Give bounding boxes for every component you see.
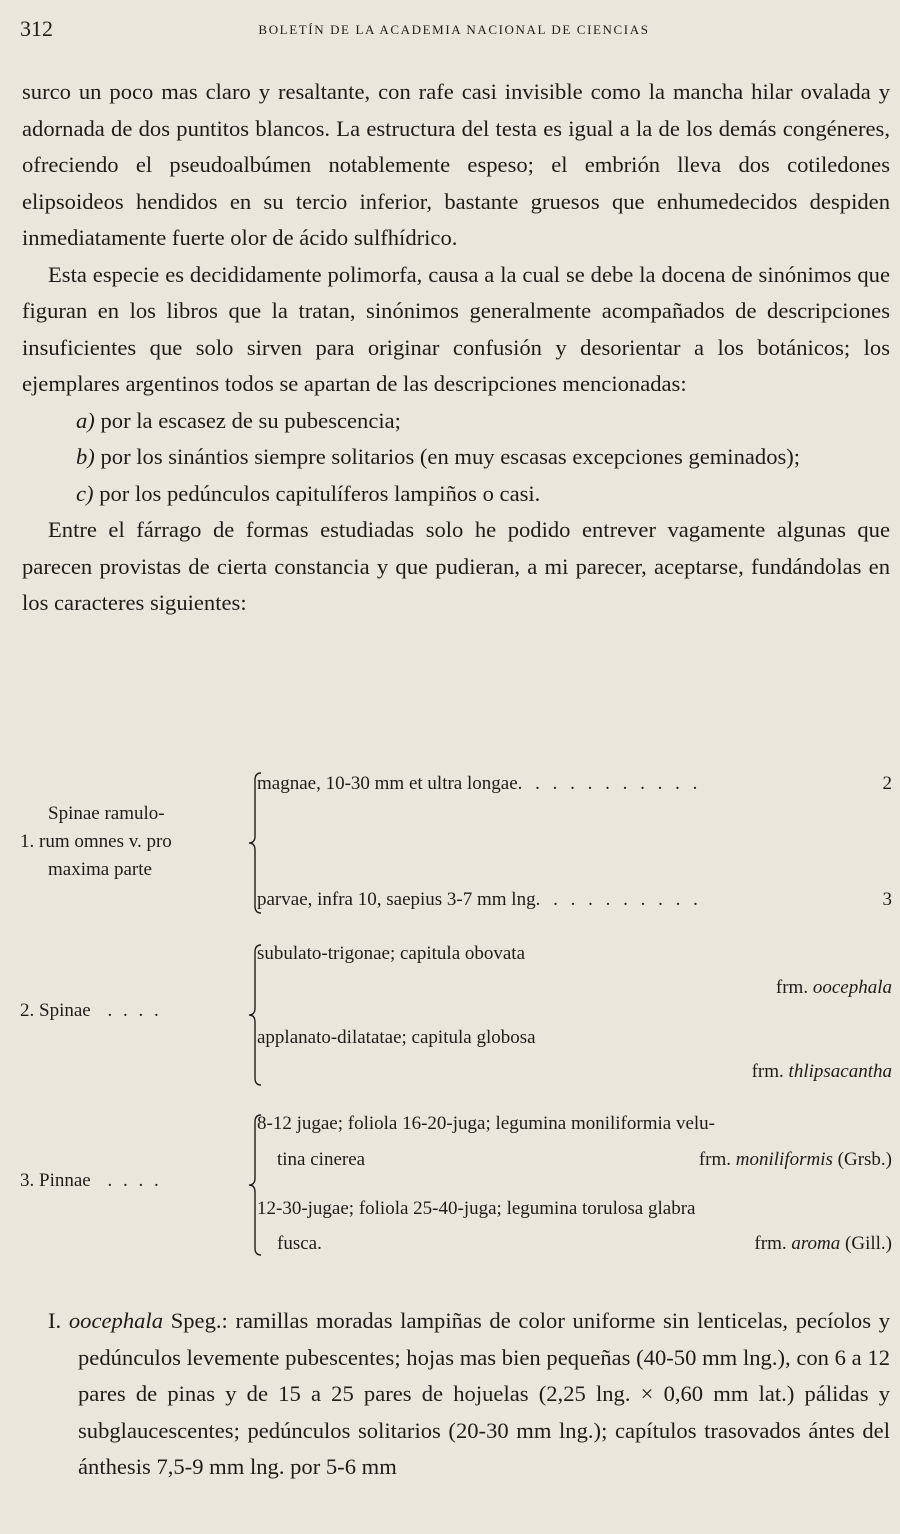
page-number: 312 — [20, 16, 53, 41]
key-1-lead-b — [257, 886, 892, 914]
key-2b-name: thlipsacantha — [788, 1061, 892, 1082]
key-3a-name: moniliformis — [735, 1149, 833, 1170]
key-3a-frm: frm. — [698, 1149, 732, 1170]
paragraph-1: surco un poco mas claro y resaltante, con rafe casi invisible como la mancha hilar ovalada y adornada de dos puntitos blancos. La estructura del testa es igual a la de los demás congéneres, ofreciendo el pseudoalbúmen notablemente espeso; el embrión lleva dos cotiledones elipsoideos hendidos en su tercio inferior, bastante gruesos que enhumedecidos despiden inmediatamente fuerte olor de ácido sulfhídrico. — [22, 79, 890, 250]
description-text: ramillas moradas lampiñas de color uniforme sin lenticelas, pecíolos y pedúnculos levemente pubescentes; hojas mas bien pequeñas (40-50 mm lng.), con 6 a 12 pares de pinas y de 15 a 25 pares de hojuelas (2,25 lng. × 0,60 mm lat.) pálidas y subglaucescentes; pedúnculos solitarios (20-30 mm lng.); capítulos trasovados ántes del ánthesis 7,5-9 mm lng. por 5-6 mm — [78, 1308, 890, 1479]
running-title: BOLETÍN DE LA ACADEMIA NACIONAL DE CIENCIAS — [258, 22, 650, 37]
key-3b-frm: frm. — [754, 1233, 787, 1254]
list-label-a: a) — [76, 407, 95, 433]
key-1-label-line-1: Spinae ramulo- — [48, 803, 165, 824]
key-1a-dots: . . . . . . . . . . . — [517, 773, 702, 794]
key-3a-result — [699, 1146, 892, 1174]
key-3-label — [20, 1167, 162, 1195]
key-2-lead-b-result — [257, 1058, 892, 1086]
key-3b-author: (Gill.) — [845, 1233, 892, 1254]
paragraph-2: Esta especie es decididamente polimorfa, causa a la cual se debe la docena de sinónimos que figuran en los libros que la tratan, sinónimos generalmente acompañados de descripciones insuficientes que solo sirven para originar confusión y desorientar a los botánicos; los ejemplares argentinos todos se apartan de las descripciones mencionadas: — [22, 261, 890, 396]
key-2a-text: subulato-trigonae; capitula obovata — [257, 943, 526, 964]
key-2a-frm: frm. — [775, 977, 809, 998]
key-1b-dots: . . . . . . . . . . — [535, 889, 702, 910]
key-1-label-line-2: 1. rum omnes v. pro — [20, 831, 172, 852]
key-2-label-text: 2. Spinae — [20, 1000, 91, 1021]
page-header — [20, 16, 888, 46]
key-2-label — [20, 997, 162, 1025]
key-3-label-dots: . . . . — [107, 1170, 162, 1191]
list-item-b — [22, 439, 890, 476]
key-2b-text: applanato-dilatatae; capitula globosa — [257, 1027, 536, 1048]
key-3-label-text: 3. Pinnae — [20, 1170, 91, 1191]
list-text-b: por los sinántios siempre solitarios (en muy escasas excepciones geminados); — [94, 444, 801, 469]
key-3b-line-1: 12-30-jugae; foliola 25-40-juga; legumina torulosa glabra — [257, 1198, 696, 1219]
key-3-lead-a-line-2 — [257, 1146, 892, 1174]
key-2-label-dots: . . . . — [107, 1000, 162, 1021]
body-text — [22, 74, 890, 622]
key-3-lead-b-line-2 — [257, 1230, 892, 1258]
key-1a-ref: 2 — [882, 773, 892, 794]
key-3a-line-1: 8-12 jugae; foliola 16-20-juga; legumina moniliformia velu- — [257, 1113, 715, 1134]
key-1b-ref: 3 — [882, 889, 892, 910]
paragraph-3: Entre el fárrago de formas estudiadas solo he podido entrever vagamente algunas que parecen provistas de cierta constancia y que pudieran, a mi parecer, aceptarse, fundándolas en los caracteres siguientes: — [22, 517, 890, 615]
list-label-c: c) — [76, 480, 94, 506]
key-2a-name: oocephala — [812, 977, 892, 998]
key-1a-text: magnae, 10-30 mm et ultra longae — [257, 773, 518, 794]
key-1-label — [20, 800, 230, 884]
key-couplet-1 — [20, 770, 892, 920]
key-couplet-3 — [20, 1110, 892, 1260]
key-1-label-line-3: maxima parte — [48, 859, 152, 880]
key-1b-text: parvae, infra 10, saepius 3-7 mm lng — [257, 889, 536, 910]
key-3b-result — [754, 1230, 892, 1258]
list-text-a: por la escasez de su pubescencia; — [94, 407, 401, 433]
list-text-c: por los pedúnculos capitulíferos lampiños o casi. — [93, 480, 541, 506]
list-item-a — [22, 403, 890, 440]
key-couplet-2 — [20, 940, 892, 1090]
form-description — [48, 1303, 890, 1486]
key-3a-line-2: tina cinerea — [277, 1149, 366, 1170]
list-item-c — [22, 476, 890, 513]
key-3a-author: (Grsb.) — [837, 1149, 892, 1170]
key-3b-name: aroma — [791, 1233, 841, 1254]
key-2-lead-a-result — [257, 974, 892, 1002]
description-numeral: I. — [48, 1308, 62, 1333]
description-author: Speg.: — [170, 1308, 228, 1333]
key-1-lead-a — [257, 770, 892, 798]
description-taxon: oocephala — [68, 1308, 163, 1333]
key-2b-frm: frm. — [751, 1061, 784, 1082]
key-3b-line-2: fusca. — [277, 1233, 322, 1254]
description-paragraph — [48, 1303, 890, 1486]
list-label-b: b) — [76, 444, 95, 469]
